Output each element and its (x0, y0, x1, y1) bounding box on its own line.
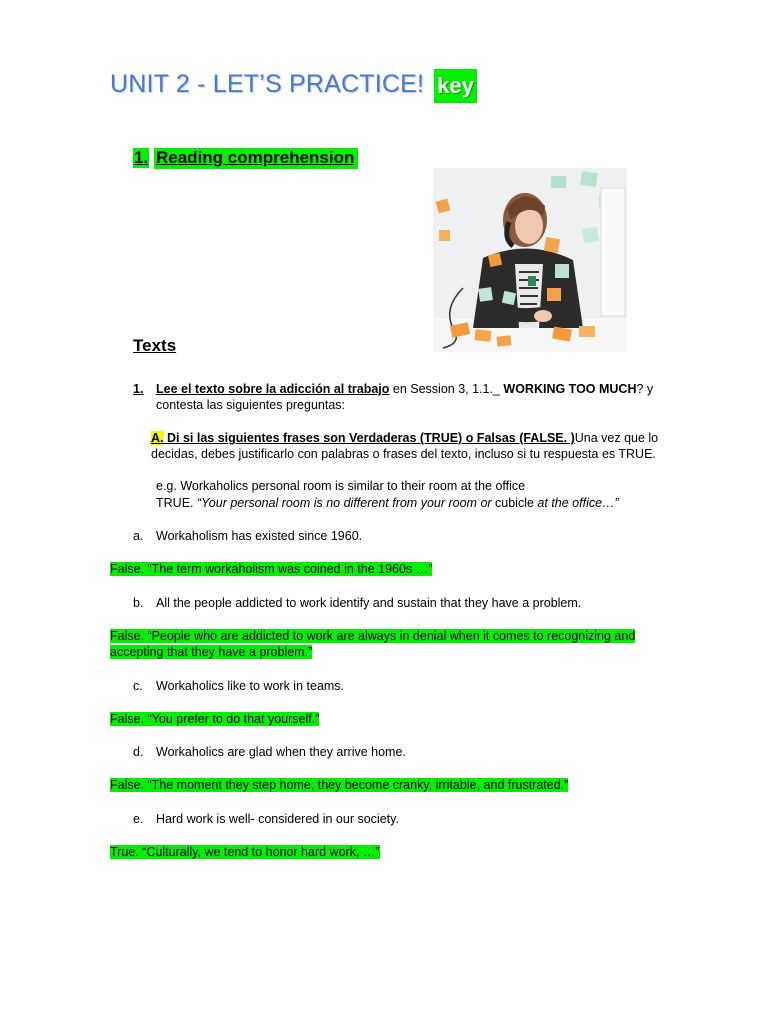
answer-highlight: True. “Culturally, we tend to honor hard work, …” (110, 845, 380, 859)
question-letter: d. (133, 745, 144, 759)
question-text: Workaholics are glad when they arrive home. (156, 745, 406, 759)
instruction-bold: WORKING TOO MUCH (503, 382, 637, 396)
answer-highlight: False. “The term workaholism was coined in the 1960s …” (110, 562, 433, 576)
question-letter: e. (133, 812, 144, 826)
example-answer-quote2: at the office…” (533, 496, 619, 510)
texts-heading: Texts (133, 336, 177, 355)
answer-highlight: accepting that they have a problem.” (110, 645, 313, 659)
question-text: All the people addicted to work identify and sustain that they have a problem. (156, 596, 582, 610)
instruction-tail: ? y contesta las siguientes preguntas: (156, 382, 654, 412)
answer (110, 777, 670, 793)
section-number: 1. (134, 148, 149, 167)
instruction-mid: en Session 3, 1.1._ (389, 382, 504, 396)
question-letter: b. (133, 596, 144, 610)
part-a-rest: Una vez que lo decidas, debes justificarlo con palabras o frases del texto, incluso si tu respuesta es TRUE. (151, 431, 659, 461)
answer (110, 844, 670, 860)
answer-continued (110, 644, 670, 660)
answer (110, 628, 670, 644)
question-letter: a. (133, 529, 144, 543)
question-letter: c. (133, 679, 143, 693)
example-answer-quote1: “Your personal room is no different from your room or (196, 496, 496, 510)
part-a-question: Di si las siguientes frases son Verdaderas (TRUE) o Falsas (FALSE. ) (163, 431, 575, 445)
question-text: Workaholics like to work in teams. (156, 679, 345, 693)
example-line: e.g. Workaholics personal room is similar to their room at the office (156, 479, 526, 493)
answer-highlight: False. “You prefer to do that yourself.” (110, 712, 320, 726)
answer-highlight: False. “The moment they step home, they become cranky, irritable, and frustrated.” (110, 778, 569, 792)
woman-with-sticky-notes-photo (433, 168, 627, 352)
section-title: Reading comprehension (154, 148, 358, 169)
part-a-label: A. (151, 431, 164, 445)
instruction-text (156, 381, 676, 413)
example-answer-prefix: TRUE. (156, 496, 197, 510)
example-answer (156, 495, 619, 511)
question-text: Hard work is well- considered in our society. (156, 812, 399, 826)
key-badge: key (434, 69, 477, 103)
answer-highlight: False. “People who are addicted to work are always in denial when it comes to recognizing and (110, 629, 636, 643)
example-answer-plain: cubicle (495, 496, 534, 510)
page-title: UNIT 2 - LET’S PRACTICE! (110, 70, 425, 98)
instruction-number: 1. (133, 382, 144, 396)
part-a-instructions (151, 430, 661, 462)
answer (110, 561, 670, 577)
question-text: Workaholism has existed since 1960. (156, 529, 363, 543)
instruction-link: Lee el texto sobre la adicción al trabajo (156, 382, 390, 396)
answer (110, 711, 670, 727)
